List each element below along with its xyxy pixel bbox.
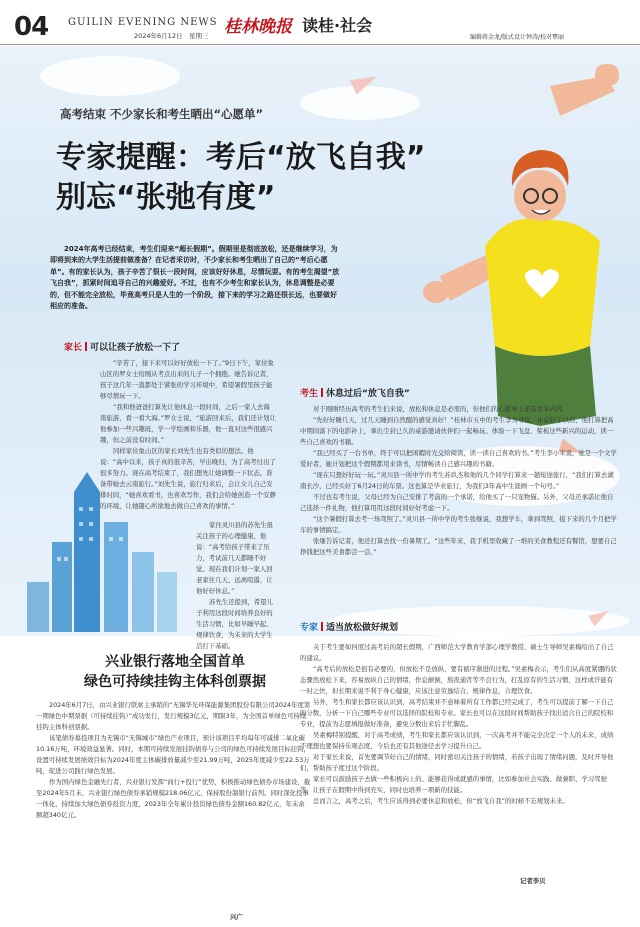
paper-logo: 桂林晚报 [224, 17, 292, 37]
divider-bar [85, 342, 87, 351]
paragraph: 另外，考生和家长都应该认识到，高考结束并不意味着所有工作都已经完成了，考生可以提前了解一下自己的分数，分析一下自己哪些专业可以选择的院校和专业。家长也可以在这段时间帮助孩子找出适合自己的院校和专业，提前为志愿填报做好准备，避免分数出来后手忙脚乱。 [300, 698, 614, 728]
paragraph: 家长可以鼓励孩子去做一些积极向上的、能够获得成就感的事情，比如参加社会实践、做兼职、学习驾驶等，让孩子在假期中得到充实，同时也培养一项新的技能。 [300, 775, 607, 794]
paragraph: 该笔债券募投项目为无锡市“无锡城市”绿色产业项目，预计该项目平均每年可减排二氧化碳10.16万吨，环境效益显著。同时，本期可持续发展挂钩债券与公司的绿色可持续发展目标挂钩，设置可持续发展绩效目标为2024年度主体碳排放量减少至21.99万吨，2025年度减少至22.53万吨，促进公司践行绿色发展。 [36, 734, 310, 775]
headline-line-1: 专家提醒：考后“放飞自我” [56, 140, 426, 175]
paragraph: “我已经买了一台书单，终于可以把闲暇时光交给阅读，读一读自己喜欢的书。”考生李小米说，她是一个文学爱好者，她计划把这个假期都用来读书，尽情畅读自己感兴趣的书籍。 [300, 449, 617, 468]
city-skyline-illustration [22, 462, 182, 632]
paragraph: 家住灵川县的苏先生很关注孩子的心理健康，他说：“高考给孩子带来了压力，考试前几天都睡不好觉。现在我们计划一家人回老家住几天，远离喧嚣，让他好好休息。” [196, 521, 273, 595]
student-tag: 考生 [300, 389, 319, 399]
paragraph: 同样家住象山区的家长刘先生也有类似的想法。他说：“高中以来，孩子真的很辛苦，早出晚归，为了高考付出了很多努力。现在高考结束了，我们想先让她调整一下状态，准备带她去云南旅行。”刘先生说，旅行归来后，会让女儿自己安排时间，“她喜欢看书，也喜欢写作，我们会给她创造一个安静的环境，让她随心所欲地去做自己喜欢的事情。” [100, 447, 276, 510]
bank-article-body [36, 700, 311, 910]
paragraph: 对于刚刚经历高考的考生们来说，放松和休息是必需的，但他们的心愿单上还有更多内容。 [313, 405, 569, 413]
paragraph: 作为国内绿色金融先行者，兴业银行发挥“商行+投行”优势，积极推动绿色债券市场建设，截至2024年5月末，兴业银行绿色债券承销规模218.06亿元，保持股份制银行前列。同时深化投承一体化，持续加大绿色债券投资力度，2023年全年累计投资绿色债券金额160.82亿元，年末余额超340亿元。 [36, 778, 311, 819]
parent-body-continued [196, 520, 278, 652]
divider-bar [321, 622, 323, 631]
student-subhead [300, 386, 410, 399]
cloud-decoration [40, 56, 180, 96]
paragraph: “先好好睡几天，过几天睡到自然醒的感觉真好！”桂林市五中的考生李为寻说，休息好了以后，他打算把高中期间落下的电影补上，拿出尘封已久的桌游邀请伙伴们一起畅玩。体验一下飞盘、桨板这些新兴的运动，读一些自己喜欢的书籍。 [300, 416, 614, 446]
paragraph: 总而言之，高考之后，考生应该得到必要休息和放松，但“放飞自我”的时候不忘规划未来。 [313, 797, 569, 805]
parent-subhead [64, 340, 180, 353]
paragraph: “这个暑假打算去考一场驾照了。”灵川县一所中学的考生张继说，我想学车，拿到驾照，接下来的几个月把学车的事情搞定。 [300, 515, 617, 534]
editors-credit: 编辑蒋金龙/版式设计钟涛/校对覃丽 [470, 34, 565, 41]
expert-byline: 记者李贝 [520, 877, 546, 885]
expert-title: 适当放松做好规划 [326, 623, 399, 633]
headline [56, 138, 425, 218]
paragraph: 苏先生还提到，希望儿子利用这段时间培养良好的生活习惯，比如早睡早起、规律饮食，为未来的大学生活打下基础。 [196, 598, 273, 650]
lead-paragraph: 2024年高考已经结束，考生们迎来“超长假期”。假期里是彻底放松，还是继续学习，为即将到来的大学生活提前做准备？在记者采访时，不少家长和考生晒出了自己的“考后心愿单”。有的家长认为，孩子辛苦了很长一段时间，应该好好休息，尽情玩耍。有的考生渴望“放飞自我”，抓紧时间追寻自己的兴趣爱好。不过，也有不少考生和家长认为，休息调整是必要的，但不能完全放松，毕竟高考只是人生的一个阶段，接下来的学习之路还很长远，也要做好相应的准备。 [50, 245, 340, 311]
paragraph: 不过也有考生说，父母已经为自己安排了考前的一个承诺，给他买了一只宠物猫。另外，父母还承诺让他自己选择一件礼物，他打算用用这段时间好好考虑一下。 [300, 493, 614, 512]
kicker: 高考结束 不少家长和考生晒出“心愿单” [60, 107, 264, 121]
expert-body [300, 642, 618, 877]
bank-byline: 兴广 [230, 913, 243, 921]
bank-article-title [40, 652, 310, 692]
paragraph: 对于家长来说，首先要调节好自己的情绪，同时密切关注孩子的情绪，若孩子出现了情绪问题，及时开导他们，帮助孩子度过这个阶段。 [300, 753, 614, 772]
section-name: 读桂·社会 [302, 16, 373, 35]
paragraph: “现在只想好好玩一玩。”灵川县一所中学的考生苏玖杰和他的几个同学打算来一趟短途旅行，“我们打算去湖南长沙，已经买好了6月24日的车票。这也算是毕业旅行，为我们3年高中生涯画一个句号。” [300, 471, 614, 490]
parent-title: 可以让孩子放松一下了 [90, 343, 181, 353]
paragraph: 2024年6月7日，由兴业银行联席主承销的“无锡华光环保能源集团股份有限公司2024年度第一期绿色中期票据（可持续挂钩）”成功发行，发行规模3亿元，期限3年，为全国首单绿色可持续挂钩主体科创票据。 [36, 701, 311, 731]
paragraph: 关于考生要如何度过高考后的超长假期，广西师范大学教育学部心理学教授、硕士生导师吴素梅给出了自己的建议。 [300, 643, 614, 662]
headline-line-2: 别忘“张弛有度” [56, 180, 276, 215]
paragraph: “我和他爸爸打算先让他休息一段时间，之后一家人去海南旅游，看一看大海。”罗女士说，“旅游回来后，我们还计划让他参加一些兴趣班，学一学绘画和乐器，他一直对这些很感兴趣，但之前没有时间。” [100, 403, 276, 444]
parent-tag: 家长 [64, 343, 83, 353]
bank-title-line-2: 绿色可持续挂钩主体科创票据 [84, 674, 266, 690]
student-title: 休息过后“放飞自我” [326, 389, 410, 399]
paragraph: “高考后的放松是很有必要的，但放松不是放纵，要有循序渐进的过程。”吴素梅表示，考生们从高度紧绷的状态骤然放松下来，容易放纵自己的情绪，作息颠倒，熬夜通宵等不良行为，打乱原有的生活习惯，这样或许能有一时之快，但长期来说不利于身心健康，应该注意劳逸结合，规律作息，合理饮食。 [300, 665, 617, 695]
paragraph: 张继告诉记者，他还打算去找一份暑期工。“这些年来，我手机里收藏了一堆的美食教程还有餐馆，想要自己挣钱把这些美食都尝一尝。” [300, 537, 617, 556]
bank-title-line-1: 兴业银行落地全国首单 [105, 654, 245, 670]
paragraph: 吴素梅特别提醒，对于高考成绩，考生和家长都应该认识到，一次高考并不能完全决定一个人的未来，成绩不理想也要保持乐观态度，今后也还有其他途径去学习提升自己。 [300, 731, 614, 750]
page-number: 04 [14, 12, 49, 42]
paper-name-en: GUILIN EVENING NEWS [68, 17, 218, 28]
expert-subhead [300, 620, 398, 633]
jumping-student-illustration [400, 46, 640, 426]
paragraph: “辛苦了，接下来可以好好放松一下了。”9日下午，家住象山区的罗女士给刚从考点出来的儿子一个拥抱。她告诉记者，孩子这几年一直都处于紧张的学习环境中，希望暑假里孩子能够尽情玩一下。 [100, 359, 274, 400]
expert-tag: 专家 [300, 623, 319, 633]
student-body [300, 404, 618, 584]
divider-bar [321, 388, 323, 397]
masthead [0, 0, 640, 45]
issue-date: 2024年6月12日 星期三 [134, 32, 209, 40]
